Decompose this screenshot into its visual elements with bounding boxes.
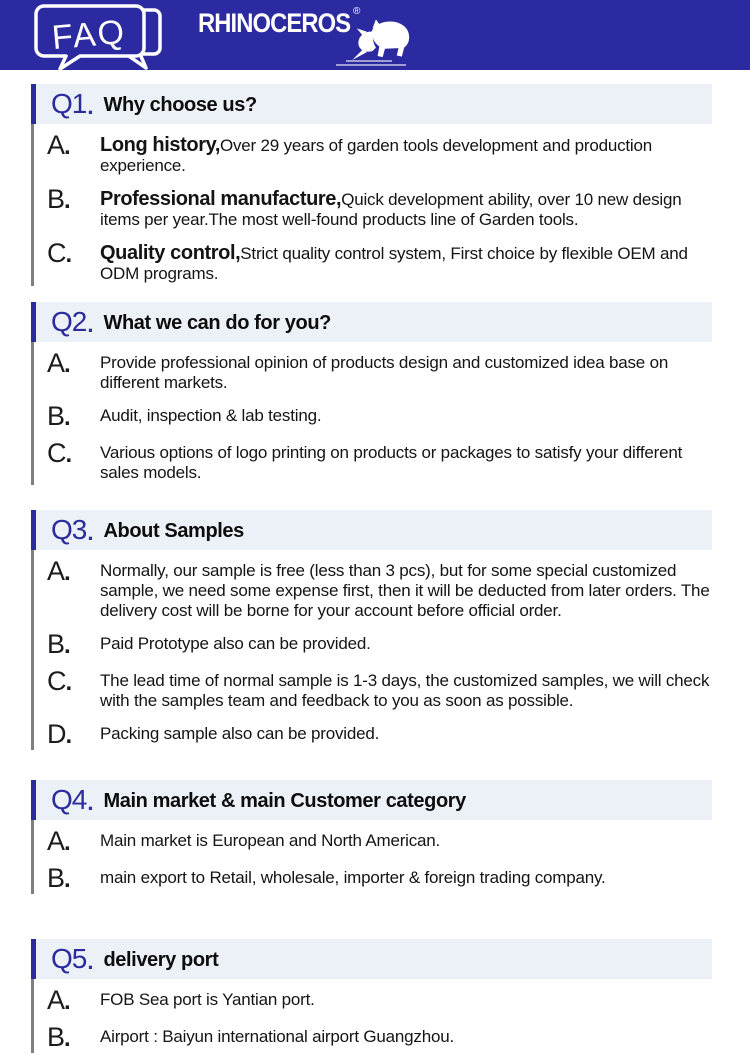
question-title: Main market & main Customer category bbox=[103, 789, 466, 812]
item-letter: A. bbox=[47, 556, 70, 586]
list-item bbox=[34, 184, 712, 230]
header-bar bbox=[0, 0, 750, 70]
question-title: What we can do for you? bbox=[103, 311, 331, 334]
item-text: Various options of logo printing on products or packages to satisfy your different sales models. bbox=[100, 443, 683, 482]
item-text: Airport : Baiyun international airport Guangzhou. bbox=[100, 1027, 455, 1046]
answer-list-q5 bbox=[31, 979, 712, 1053]
list-item bbox=[34, 238, 712, 284]
list-item bbox=[34, 556, 712, 621]
item-text: main export to Retail, wholesale, importer & foreign trading company. bbox=[100, 868, 606, 887]
answer-list-q3 bbox=[31, 550, 712, 750]
faq-label: FAQ bbox=[50, 12, 128, 58]
item-text: Quality control,Strict quality control system, First choice by flexible OEM and ODM programs. bbox=[100, 242, 688, 283]
item-letter: A. bbox=[47, 348, 70, 378]
list-item bbox=[34, 863, 712, 893]
list-item bbox=[34, 985, 712, 1015]
item-text: Long history,Over 29 years of garden tools development and production experience. bbox=[100, 134, 653, 175]
item-letter: B. bbox=[47, 863, 70, 893]
list-item bbox=[34, 438, 712, 483]
question-title: Why choose us? bbox=[103, 93, 257, 116]
registered-trademark: ® bbox=[353, 6, 361, 17]
answer-list-q2 bbox=[31, 342, 712, 485]
section-q2 bbox=[31, 302, 712, 485]
brand-name: RHINOCEROS bbox=[198, 8, 351, 38]
speed-lines-icon bbox=[336, 60, 416, 66]
item-letter: B. bbox=[47, 184, 70, 214]
faq-speech-bubble-icon bbox=[30, 4, 180, 70]
item-letter: A. bbox=[47, 130, 70, 160]
question-number: Q1 bbox=[51, 88, 87, 119]
answer-list-q4 bbox=[31, 820, 712, 894]
brand-logo bbox=[30, 0, 412, 70]
item-letter: C. bbox=[47, 438, 72, 468]
question-title: About Samples bbox=[103, 519, 244, 542]
list-item bbox=[34, 629, 712, 659]
item-text: Professional manufacture,Quick development ability, over 10 new design items per year.The most well-found products line of Garden tools. bbox=[100, 188, 682, 229]
question-header-q4: Q4 . Main market & main Customer category bbox=[31, 780, 712, 820]
section-q1 bbox=[31, 84, 712, 286]
item-letter: A. bbox=[47, 826, 70, 856]
question-header-q2: Q2 . What we can do for you? bbox=[31, 302, 712, 342]
item-letter: C. bbox=[47, 238, 72, 268]
item-text: Main market is European and North American. bbox=[100, 831, 441, 850]
section-q3 bbox=[31, 510, 712, 750]
question-number: Q4 bbox=[51, 784, 87, 815]
section-q4 bbox=[31, 780, 712, 894]
item-text: Packing sample also can be provided. bbox=[100, 724, 380, 743]
item-text: Provide professional opinion of products design and customized idea base on different markets. bbox=[100, 353, 669, 392]
question-header-q3: Q3 . About Samples bbox=[31, 510, 712, 550]
item-text: Paid Prototype also can be provided. bbox=[100, 634, 371, 653]
item-letter: A. bbox=[47, 985, 70, 1015]
question-header-q5: Q5 . delivery port bbox=[31, 939, 712, 979]
list-item bbox=[34, 348, 712, 393]
item-text: The lead time of normal sample is 1-3 days, the customized samples, we will check with the samples team and feedback to you as soon as possible. bbox=[100, 671, 710, 710]
item-letter: B. bbox=[47, 401, 70, 431]
rhino-icon bbox=[350, 10, 412, 68]
question-number: Q3 bbox=[51, 514, 87, 545]
item-letter: B. bbox=[47, 629, 70, 659]
list-item bbox=[34, 130, 712, 176]
faq-content bbox=[0, 84, 750, 1053]
question-number: Q2 bbox=[51, 306, 87, 337]
item-letter: D. bbox=[47, 719, 72, 749]
list-item bbox=[34, 666, 712, 711]
list-item bbox=[34, 719, 712, 749]
question-number: Q5 bbox=[51, 943, 87, 974]
question-title: delivery port bbox=[103, 948, 219, 971]
list-item bbox=[34, 826, 712, 856]
item-letter: B. bbox=[47, 1022, 70, 1052]
list-item bbox=[34, 401, 712, 431]
item-letter: C. bbox=[47, 666, 72, 696]
answer-list-q1 bbox=[31, 124, 712, 286]
list-item bbox=[34, 1022, 712, 1052]
item-text: Normally, our sample is free (less than 3 pcs), but for some special customized sample, we need some expense first, then it will be deducted from later orders. The delivery cost will be borne for your account before official order. bbox=[100, 561, 710, 620]
item-text: FOB Sea port is Yantian port. bbox=[100, 990, 315, 1009]
section-q5 bbox=[31, 939, 712, 1053]
question-header-q1: Q1 . Why choose us? bbox=[31, 84, 712, 124]
item-text: Audit, inspection & lab testing. bbox=[100, 406, 322, 425]
